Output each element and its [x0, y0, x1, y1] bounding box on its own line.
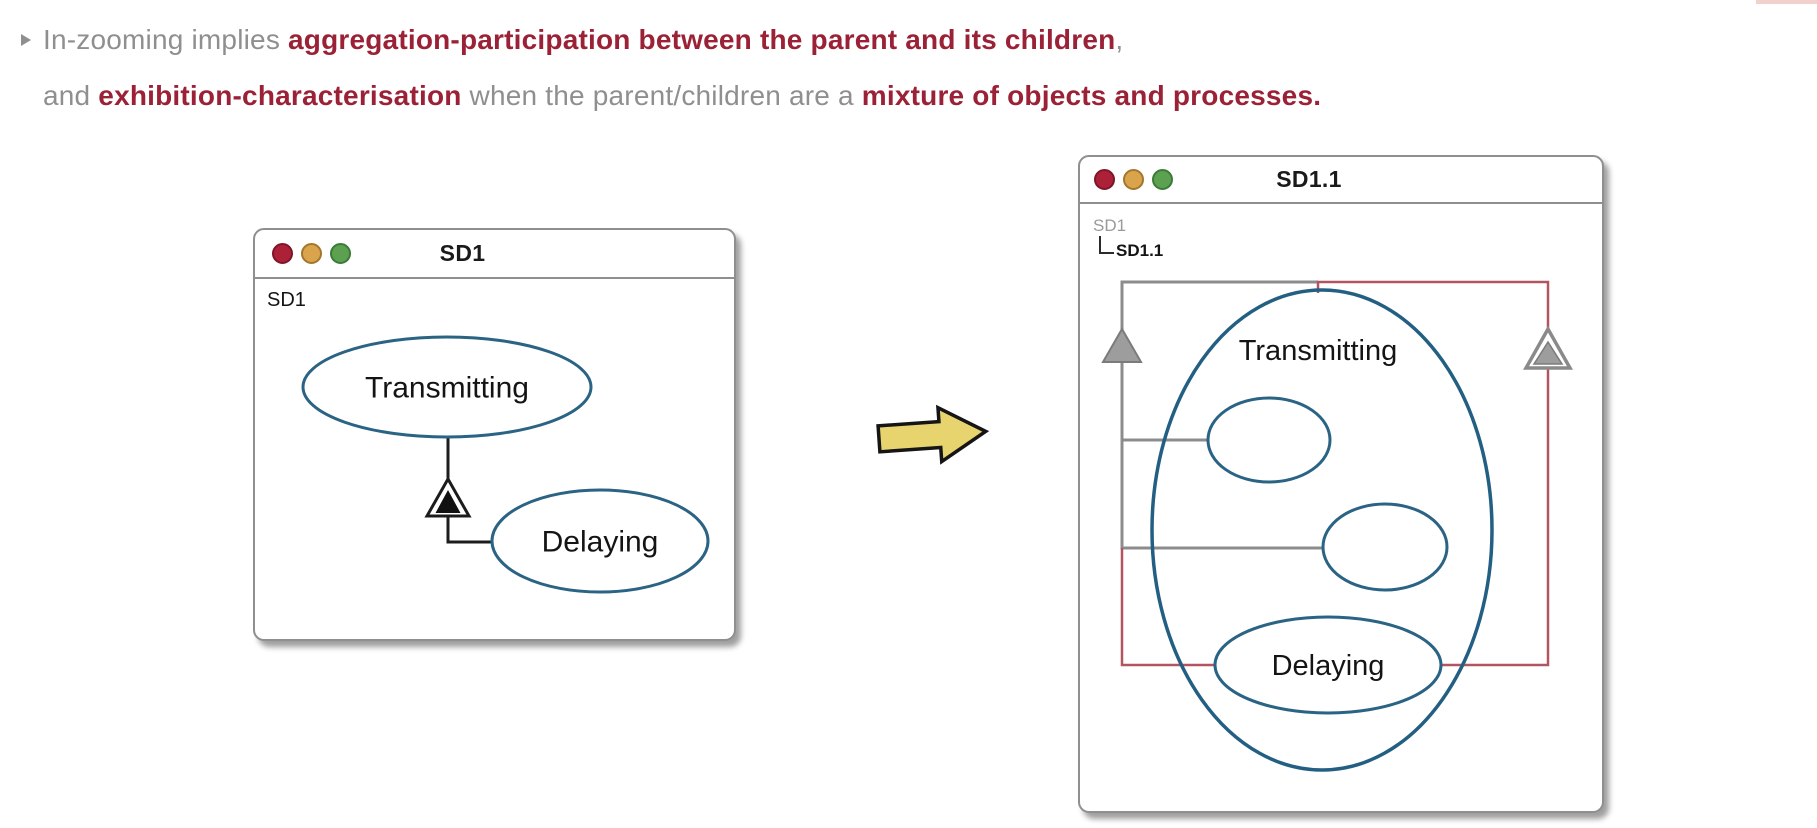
traffic-lights: [1094, 169, 1173, 190]
header-line2-emphasis2: mixture of objects and processes: [861, 80, 1314, 111]
window-sd1-1-titlebar: [1080, 157, 1602, 204]
header-line1-suffix: ,: [1115, 24, 1124, 55]
zoom-button-icon[interactable]: [330, 243, 351, 264]
header-line2-emphasis1: exhibition-characterisation: [98, 80, 462, 111]
tree-root-label: SD1: [1093, 216, 1127, 235]
delaying-label: Delaying: [541, 525, 659, 559]
aggregation-link-lower: [448, 516, 492, 542]
tree-child-label: SD1.1: [1116, 241, 1164, 260]
window-sd1-1: [1078, 155, 1604, 813]
minimize-button-icon[interactable]: [1123, 169, 1144, 190]
window-sd1: [253, 228, 736, 641]
transition-arrow-icon: [872, 399, 996, 475]
subprocess-ellipse-1: [1208, 398, 1330, 482]
header-line2-middle: when the parent/children are a: [461, 80, 862, 111]
header-line-2: [43, 80, 1321, 112]
window-title: SD1: [439, 240, 486, 266]
header-line1-emphasis: aggregation-participation between the parent and its children: [288, 24, 1116, 55]
arrow-shape: [877, 404, 988, 465]
zoom-button-icon[interactable]: [1152, 169, 1173, 190]
header-line-1: [43, 24, 1123, 56]
header-line2-suffix: .: [1313, 80, 1322, 111]
close-button-icon[interactable]: [272, 243, 293, 264]
transmitting-label: Transmitting: [365, 371, 529, 405]
subprocess-ellipse-2: [1323, 504, 1447, 590]
bullet-triangle-icon: [21, 34, 31, 46]
cropped-logo-sliver: [1756, 0, 1817, 4]
header-line2-prefix: and: [43, 80, 99, 111]
window-sd1-titlebar: [255, 230, 734, 279]
diagram-name-label: SD1: [267, 289, 306, 311]
transmitting-label: Transmitting: [1238, 335, 1398, 367]
minimize-button-icon[interactable]: [301, 243, 322, 264]
close-button-icon[interactable]: [1094, 169, 1115, 190]
sd1-1-diagram: [1080, 205, 1601, 810]
sd1-diagram: [255, 280, 733, 638]
delaying-label: Delaying: [1271, 650, 1385, 682]
aggregation-triangle-icon: [1103, 329, 1141, 362]
window-title: SD1.1: [1276, 166, 1342, 192]
header-line1-prefix: In-zooming implies: [43, 24, 288, 55]
traffic-lights: [272, 243, 351, 264]
